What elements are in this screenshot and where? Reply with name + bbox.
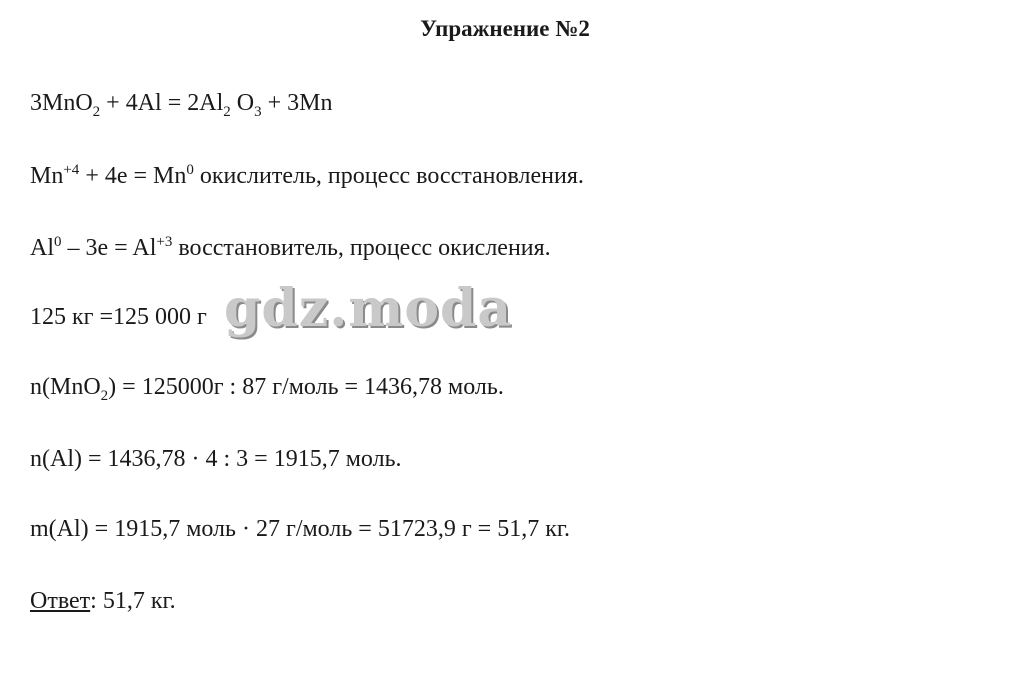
mass-al: m(Al) = 1915,7 моль · 27 г/моль = 51723,9 г = 51,7 кг.: [30, 516, 570, 542]
moles-mno2: n(MnO$_2$) = 125000г : 87 г/моль = 1436,78 моль.: [30, 374, 504, 404]
answer-label: Ответ: [30, 588, 91, 614]
exercise-title: Упражнение №2: [420, 16, 590, 41]
watermark-logo: gdz.moda: [224, 278, 513, 339]
mass-conversion: 125 кг =125 000 г: [30, 304, 207, 330]
manganese-half-reaction: $Mn^{+4} + 4e = Mn^0$ окислитель, процесс восстановления.: [30, 162, 584, 189]
answer-value: : 51,7 кг.: [90, 588, 176, 614]
moles-al: n(Al) = 1436,78 · 4 : 3 = 1915,7 моль.: [30, 446, 402, 472]
answer-line: [30, 588, 176, 615]
reaction-equation: $3MnO_2 + 4Al = 2Al_2$ $O_3 + 3Mn$: [30, 90, 333, 120]
aluminium-half-reaction: $Al^0 - 3e = Al^{+3}$ восстановитель, процесс окисления.: [30, 234, 551, 261]
